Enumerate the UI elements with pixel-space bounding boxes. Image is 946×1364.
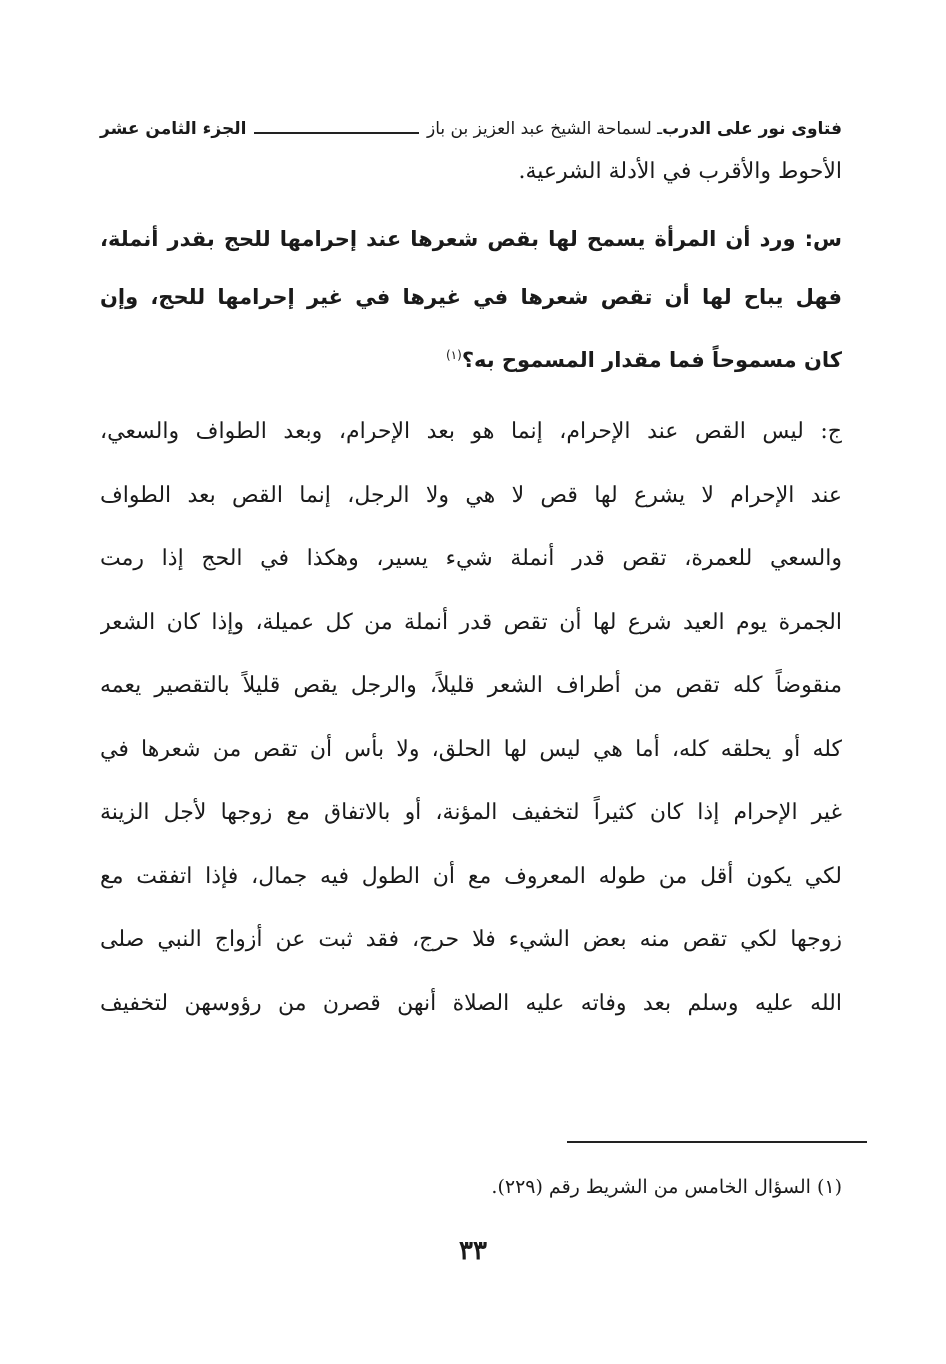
answer-line: غير الإحرام إذا كان كثيراً لتخفيف المؤنة، أو بالاتفاق مع زوجها لأجل الزينة xyxy=(100,800,842,825)
answer-line: الله عليه وسلم بعد وفاته عليه الصلاة أنهن قصرن من رؤوسهن لتخفيف xyxy=(100,990,842,1016)
intro-line: الأحوط والأقرب في الأدلة الشرعية. xyxy=(518,159,842,184)
book-title: فتاوى نور على الدرب xyxy=(662,119,842,139)
answer-line: زوجها لكي تقص منه بعض الشيء فلا حرج، فقد ثبت عن أزواج النبي صلى xyxy=(100,927,842,952)
header-rule xyxy=(254,132,419,134)
running-header xyxy=(100,110,842,148)
question-line: س: ورد أن المرأة يسمح لها بقص شعرها عند إحرامها للحج بقدر أنملة، xyxy=(100,227,842,251)
answer-line: الجمرة يوم العيد شرع لها أن تقص قدر أنملة من كل عميلة، وإذا كان الشعر xyxy=(100,609,842,635)
part-label: الجزء الثامن عشر xyxy=(100,119,247,139)
question-text: كان مسموحاً فما مقدار المسموح به؟ xyxy=(461,348,842,372)
answer-line: ج: ليس القص عند الإحرام، إنما هو بعد الإحرام، وبعد الطواف والسعي، xyxy=(100,419,842,444)
answer-line: كله أو يحلقه كله، أما هي ليس لها الحلق، ولا بأس أن تقص من شعرها في xyxy=(100,736,842,762)
answer-line: عند الإحرام لا يشرع لها قص لا هي ولا الرجل، إنما القص بعد الطواف xyxy=(100,482,842,508)
author-group xyxy=(246,119,662,139)
question-line: فهل يباح لها أن تقص شعرها في غيرها في غير إحرامها للحج، وإن xyxy=(100,285,842,309)
spacer xyxy=(100,384,842,400)
spacer xyxy=(100,196,842,210)
footnote-separator xyxy=(567,1141,867,1143)
answer-line: لكي يكون أقل من طوله المعروف مع أن الطول فيه جمال، فإذا اتفقت مع xyxy=(100,863,842,889)
page-number: ٣٣ xyxy=(459,1236,487,1266)
answer-line: منقوضاً كله تقص من أطراف الشعر قليلاً، والرجل يقص قليلاً بالتقصير يعمه xyxy=(100,673,842,698)
author-line: ـ لسماحة الشيخ عبد العزيز بن باز xyxy=(427,119,663,139)
answer-block xyxy=(100,400,842,1035)
question-block xyxy=(100,210,842,384)
question-line-last xyxy=(100,326,842,384)
footnote-reference: (١) xyxy=(445,348,462,362)
answer-line: والسعي للعمرة، تقص قدر أنملة شيء يسير، وهكذا في الحج إذا رمت xyxy=(100,546,842,571)
footnote: (١) السؤال الخامس من الشريط رقم (٢٢٩). xyxy=(491,1176,842,1198)
document-page xyxy=(100,110,842,1035)
